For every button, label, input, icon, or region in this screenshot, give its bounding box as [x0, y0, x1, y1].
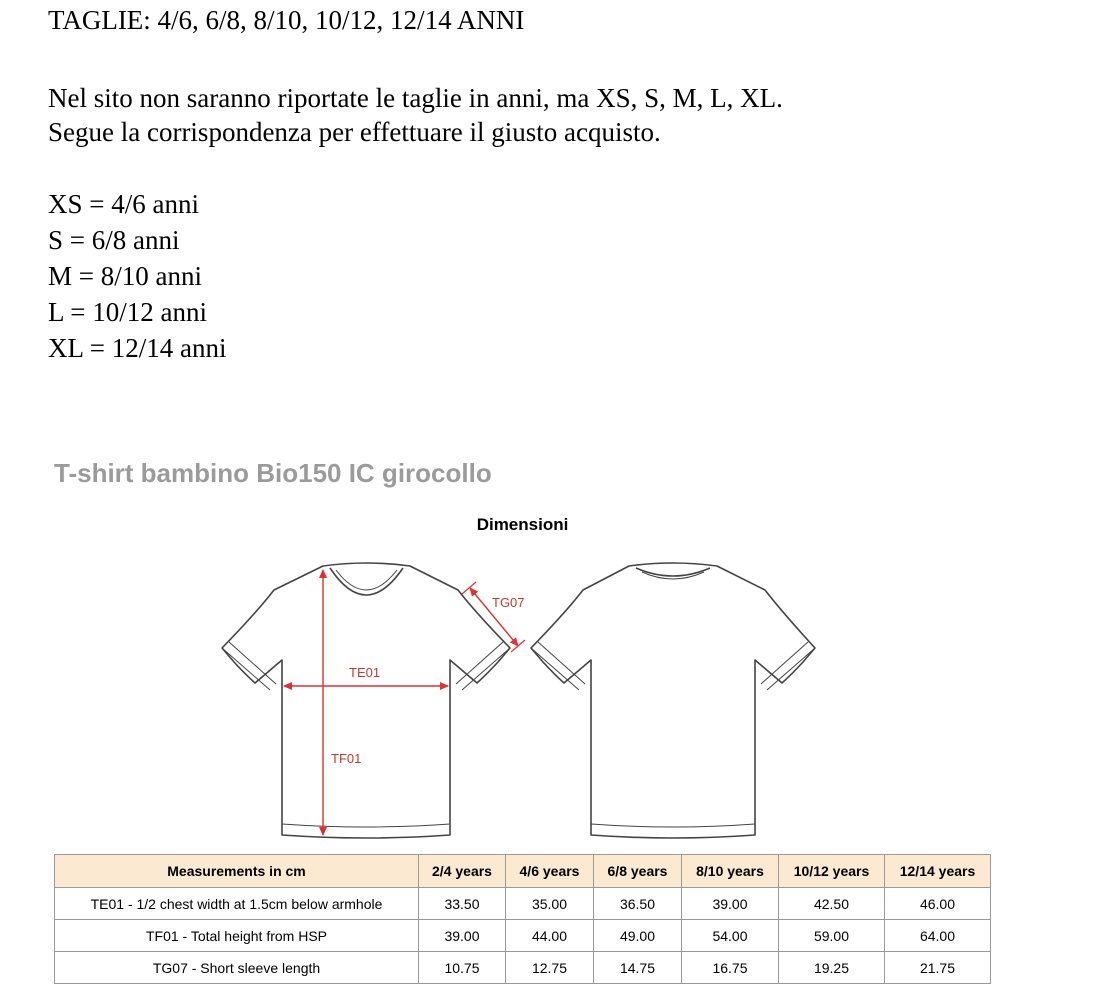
note-line-1: Nel sito non saranno riportate le taglie in anni, ma XS, S, M, L, XL. [48, 83, 783, 113]
table-row [55, 952, 991, 984]
mapping-s: S = 6/8 anni [48, 225, 180, 255]
table-cell: 12.75 [506, 952, 594, 984]
table-cell: 16.75 [682, 952, 779, 984]
sizes-line: TAGLIE: 4/6, 6/8, 8/10, 10/12, 12/14 ANNI [48, 5, 525, 35]
table-cell: TE01 - 1/2 chest width at 1.5cm below armhole [55, 888, 419, 920]
dimensions-title: Dimensioni [476, 515, 569, 534]
mapping-xl: XL = 12/14 anni [48, 333, 227, 363]
table-cell: 36.50 [594, 888, 682, 920]
table-cell: 49.00 [594, 920, 682, 952]
chest-label: TE01 [349, 665, 381, 680]
table-header: 12/14 years [885, 855, 991, 888]
table-cell: 10.75 [419, 952, 506, 984]
table-header: 10/12 years [779, 855, 885, 888]
back-shirt [531, 563, 815, 838]
table-header-row [55, 855, 991, 888]
table-header: 6/8 years [594, 855, 682, 888]
front-shirt [222, 563, 510, 838]
mapping-xs: XS = 4/6 anni [48, 189, 199, 219]
product-title: T-shirt bambino Bio150 IC girocollo [54, 458, 492, 488]
table-cell: 64.00 [885, 920, 991, 952]
table-cell: 35.00 [506, 888, 594, 920]
table-cell: 33.50 [419, 888, 506, 920]
table-header: 4/6 years [506, 855, 594, 888]
sleeve-label: TG07 [492, 595, 525, 610]
table-header: 8/10 years [682, 855, 779, 888]
table-row [55, 920, 991, 952]
mapping-l: L = 10/12 anni [48, 297, 207, 327]
table-cell: 44.00 [506, 920, 594, 952]
table-header: Measurements in cm [55, 855, 419, 888]
table-cell: 46.00 [885, 888, 991, 920]
table-cell: TG07 - Short sleeve length [55, 952, 419, 984]
table-cell: 39.00 [682, 888, 779, 920]
table-cell: 19.25 [779, 952, 885, 984]
table-cell: 21.75 [885, 952, 991, 984]
note-line-2: Segue la corrispondenza per effettuare il giusto acquisto. [48, 117, 661, 147]
tshirt-diagram [0, 540, 1110, 845]
height-label: TF01 [331, 751, 362, 766]
measurements-table [54, 854, 991, 984]
table-cell: 59.00 [779, 920, 885, 952]
table-row [55, 888, 991, 920]
table-cell: 39.00 [419, 920, 506, 952]
table-header: 2/4 years [419, 855, 506, 888]
table-cell: 14.75 [594, 952, 682, 984]
table-cell: TF01 - Total height from HSP [55, 920, 419, 952]
table-cell: 42.50 [779, 888, 885, 920]
table-cell: 54.00 [682, 920, 779, 952]
mapping-m: M = 8/10 anni [48, 261, 202, 291]
